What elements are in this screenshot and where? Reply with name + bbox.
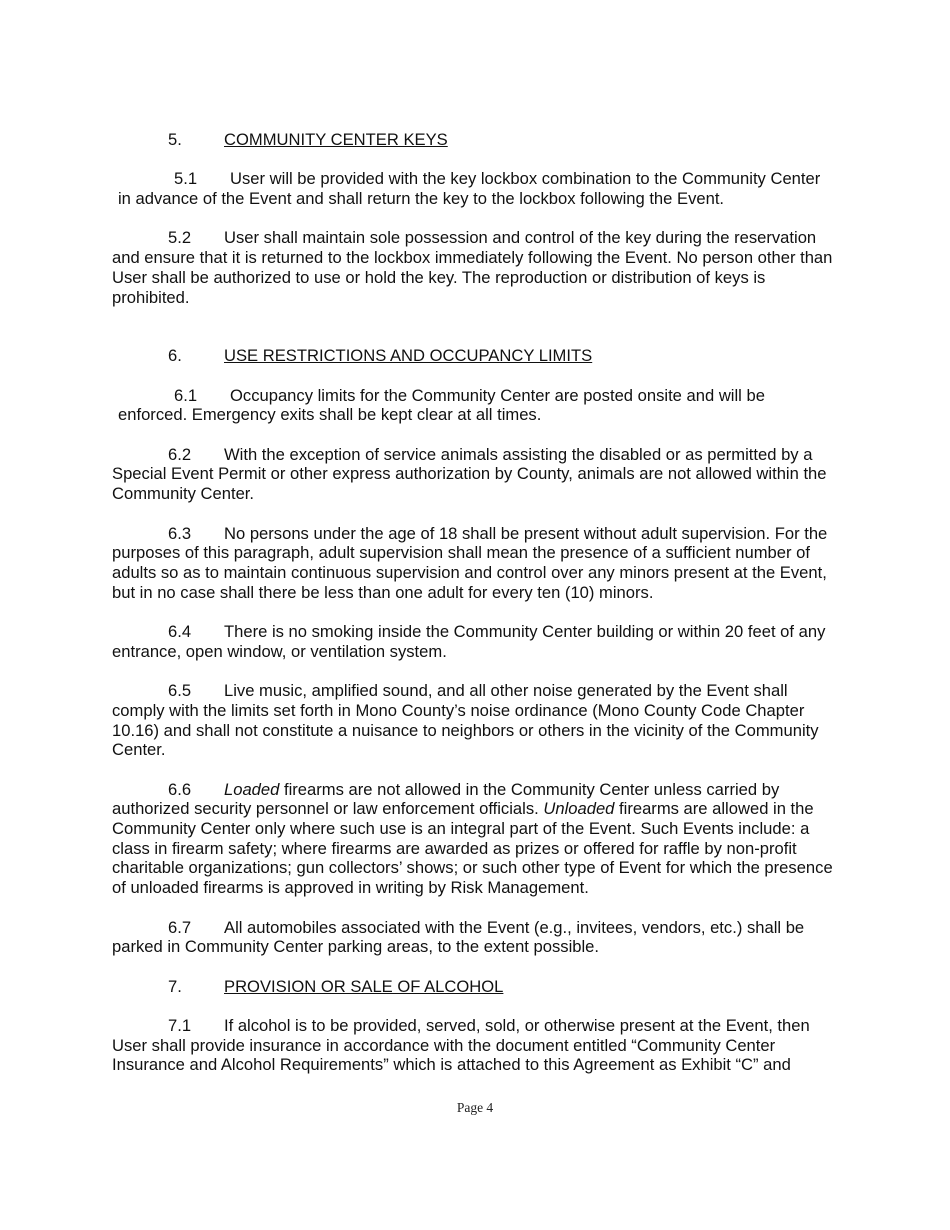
section-5-title: COMMUNITY CENTER KEYS (224, 130, 448, 149)
section-5-number: 5. (168, 130, 182, 149)
paragraph-6-6-emphasis-unloaded: Unloaded (543, 799, 615, 819)
paragraph-6-1-number: 6.1 (174, 385, 198, 405)
section-6-heading (112, 346, 834, 366)
paragraph-6-2-text: With the exception of service animals assisting the disabled or as permitted by a Special Event Permit or other express authorization by County, animals are not allowed within the Community Center. (112, 444, 827, 504)
page-footer (0, 1098, 950, 1118)
paragraph-6-6-number: 6.6 (168, 779, 192, 799)
paragraph-5-1 (112, 169, 834, 208)
paragraph-6-4 (112, 622, 834, 661)
paragraph-6-6-text-part2: firearms are allowed in the Community Center only where such use is an integral part of the Event. Such Events include: a class in firearm safety; where firearms are awarded as prizes or offered for raffle by non-profit charitable organizations; gun collectors’ shows; or such other type of Event for which the presence of unloaded firearms is approved in writing by Risk Management. (112, 799, 833, 898)
document-page (112, 130, 834, 1075)
paragraph-5-2-number: 5.2 (168, 228, 192, 248)
paragraph-6-2 (112, 445, 834, 504)
paragraph-6-6-emphasis-loaded: Loaded (224, 779, 280, 799)
paragraph-6-6-text-part1: firearms are not allowed in the Community Center unless carried by authorized security personnel or law enforcement officials. (112, 779, 780, 819)
paragraph-7-1-number: 7.1 (168, 1016, 192, 1036)
paragraph-6-4-text: There is no smoking inside the Community Center building or within 20 feet of any entrance, open window, or ventilation system. (112, 622, 826, 661)
paragraph-5-2 (112, 228, 834, 307)
section-7-number: 7. (168, 976, 182, 996)
paragraph-6-7-number: 6.7 (168, 917, 192, 937)
paragraph-6-1-text: Occupancy limits for the Community Center are posted onsite and will be enforced. Emergency exits shall be kept clear at all times. (118, 385, 765, 425)
paragraph-6-5-text: Live music, amplified sound, and all other noise generated by the Event shall comply with the limits set forth in Mono County’s noise ordinance (Mono County Code Chapter 10.16) and shall not constitute a nuisance to neighbors or others in the vicinity of the Community Center. (112, 681, 819, 760)
paragraph-6-6 (112, 780, 834, 898)
paragraph-6-4-number: 6.4 (168, 622, 192, 642)
section-7-title: PROVISION OR SALE OF ALCOHOL (224, 976, 504, 996)
paragraph-5-2-text: User shall maintain sole possession and control of the key during the reservation and ensure that it is returned to the lockbox immediately following the Event. No person other than User shall be authorized to use or hold the key. The reproduction or distribution of keys is prohibited. (112, 228, 833, 307)
paragraph-5-1-number: 5.1 (174, 169, 198, 189)
paragraph-6-5-number: 6.5 (168, 681, 192, 701)
paragraph-7-1 (112, 1016, 834, 1075)
paragraph-5-1-text: User will be provided with the key lockbox combination to the Community Center in advance of the Event and shall return the key to the lockbox following the Event. (118, 169, 821, 209)
paragraph-6-7-text: All automobiles associated with the Event (e.g., invitees, vendors, etc.) shall be parked in Community Center parking areas, to the extent possible. (112, 917, 805, 957)
section-5-heading (112, 130, 834, 150)
paragraph-6-7 (112, 918, 834, 957)
section-6-title: USE RESTRICTIONS AND OCCUPANCY LIMITS (224, 346, 593, 366)
section-7-heading (112, 977, 834, 997)
paragraph-7-1-text: If alcohol is to be provided, served, sold, or otherwise present at the Event, then User shall provide insurance in accordance with the document entitled “Community Center Insurance and Alcohol Requirements” which is attached to this Agreement as Exhibit “C” and (112, 1016, 810, 1075)
page-number: Page 4 (456, 1100, 494, 1115)
paragraph-6-1 (112, 386, 834, 425)
paragraph-6-3-number: 6.3 (168, 523, 192, 543)
paragraph-6-2-number: 6.2 (168, 444, 192, 464)
paragraph-6-3 (112, 524, 834, 603)
paragraph-6-3-text: No persons under the age of 18 shall be present without adult supervision. For the purposes of this paragraph, adult supervision shall mean the presence of a sufficient number of adults so as to maintain continuous supervision and control over any minors present at the Event, but in no case shall there be less than one adult for every ten (10) minors. (112, 523, 828, 602)
paragraph-6-5 (112, 681, 834, 760)
section-6-number: 6. (168, 346, 182, 366)
